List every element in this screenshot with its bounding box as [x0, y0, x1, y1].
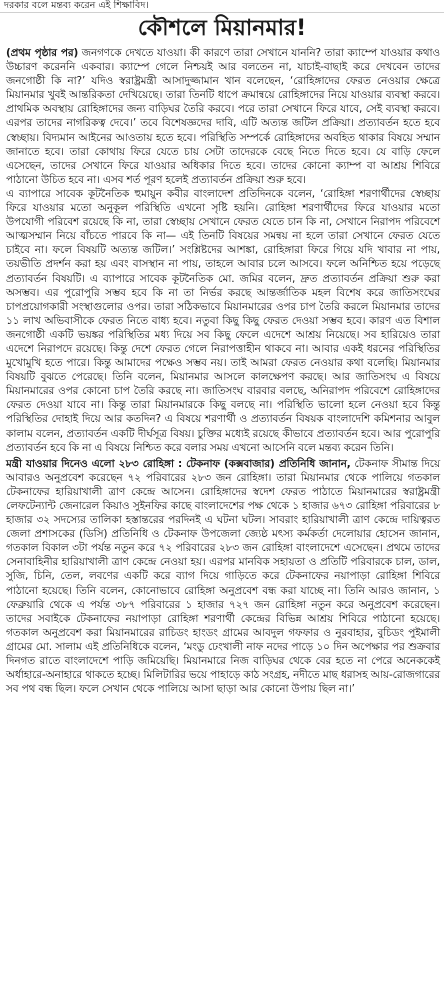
sub-story-text: টেকনাফ সীমান্ত দিয়ে আবারও অনুপ্রবেশ করেছেন ৭২ পরিবারের ২৮৩ জন রোহিঙ্গা। তারা মিয়ানমার থেকে পালিয়ে গতকাল টেকনাফের হারিয়াখালী ত্রাণ কেন্দ্রে আসেন। রোহিঙ্গাদের স্বদেশ ফেরত পাঠাতে মিয়ানমারের স্বরাষ্ট্রমন্ত্রী লেফটেন্যান্ট জেনারেল কিয়াও সুইনফির কাছে বাংলাদেশের পক্ষ থেকে ১ হাজার ৬৭৩ রোহিঙ্গা পরিবারের ৮ হাজার ৩২ সদস্যের তালিকা হস্তান্তরের পরদিনই এ ঘটনা ঘটল। সাবরাং হারিয়াখালী ত্রাণ কেন্দ্রে দায়িত্বরত জেলা প্রশাসকের (ডিসি) প্রতিনিধি ও টেকনাফ উপজেলা জ্যেষ্ঠ মৎস্য কর্মকর্তা দেলোয়ার হোসেন জানান, গতকাল বিকাল ৩টা পর্যন্ত নতুন করে ৭২ পরিবারের ২৮৩ জন রোহিঙ্গা বাংলাদেশে এসেছেন। প্রথমে তাদের সেনাবাহিনীর হারিয়াখালী ত্রাণ কেন্দ্রে নেওয়া হয়। এরপর মানবিক সহায়তা ও প্রতিটি পরিবারকে চাল, ডাল, সুজি, চিনি, তেল, লবণের একটি করে ব্যাগ দিয়ে গাড়িতে করে টেকনাফের নয়াপাড়া রোহিঙ্গা শিবিরে পাঠানো হয়েছে। তিনি বলেন, কোনোভাবে রোহিঙ্গা অনুপ্রবেশ বন্ধ করা যাচ্ছে না। তিনি আরও জানান, ১ ফেব্রুয়ারি থেকে এ পর্যন্ত ৩৮৭ পরিবারের ১ হাজার ৭২৭ জন রোহিঙ্গা নতুন করে অনুপ্রবেশ করেছেন। তাদের সবাইকে টেকনাফের নয়াপাড়া রোহিঙ্গা শরণার্থী কেন্দ্রের বিভিন্ন আশ্রয় শিবিরে পাঠানো হয়েছে। গতকাল অনুপ্রবেশ করা মিয়ানমারের রাচিডং হাংডং গ্রামের আবদুল গফফার ও নুরবাহার, বুচিডং পুইমালী গ্রামের মো. সালাম এই প্রতিনিধিকে বলেন, ‘মংডু ঢেংখালী নাফ নদের পাড়ে ১০ দিন অপেক্ষার পর শুক্রবার দিনগত রাতে বাংলাদেশে পাড়ি জমিয়েছি। মিয়ানমারে নিজ বাড়িঘর থেকে বের হতে না পেরে অনেককেই অর্ধাহারে-অনাহারে থাকতে হচ্ছে। মিলিটারির ভয়ে পাহাড়ে কাঠ সংগ্রহ, নদীতে মাছ ধরাসহ আয়-রোজগারের সব পথ বন্ধ ছিল। ফলে সেখান থেকে পালিয়ে আসা ছাড়া আর কোনো উপায় ছিল না।’ — [6, 457, 440, 696]
article-paragraph-1 — [6, 46, 440, 187]
continuation-label: (প্রথম পৃষ্ঠার পর) — [6, 47, 79, 59]
sub-story-heading: মন্ত্রী যাওয়ার দিনেও এলো ২৮৩ রোহিঙ্গা : টেকনাফ (কক্সবাজার) প্রতিনিধি জানান, — [6, 457, 351, 470]
previous-article-fragment: দরকার বলে মন্তব্য করেন এই শিক্ষাবিদ। — [0, 0, 444, 13]
sub-story-paragraph — [6, 457, 440, 697]
paragraph-1-text: জনগণকে দেখতে যাওয়া। কী কারণে তারা সেখানে যাননি? তারা ক্যাম্পে যাওয়ার কথাও উচ্চারণ করেননি একবার। ক্যাম্পে গেলে নিশ্চয়ই আর বলতেন না, যাচাই-বাছাই করে দেখবেন তাদের জনগোষ্ঠী কি না?’ যদিও স্বরাষ্ট্রমন্ত্রী আসাদুজ্জামান খান বলেছেন, ‘রোহিঙ্গাদের ফেরত নেওয়ার ক্ষেত্রে মিয়ানমার খুবই আন্তরিকতা দেখিয়েছে। তারা তিনটি ধাপে ক্রমান্বয়ে রোহিঙ্গাদের নিয়ে যাওয়ার ব্যবস্থা করবে। প্রাথমিক অবস্থায় রোহিঙ্গাদের জন্য বাড়িঘর তৈরি করবে। পরে তারা সেখানে ফিরে যাবে, সেই ব্যবস্থা করবে। এরপর তাদের নাগরিকত্ব দেবে।’ তবে বিশেষজ্ঞদের দাবি, এটি অত্যন্ত জটিল প্রক্রিয়া। প্রত্যাবর্তন হতে হবে স্বেচ্ছায়। বিদ্যমান আইনের আওতায় হতে হবে। পরিস্থিতি সম্পর্কে রোহিঙ্গাদের অবহিত থাকার বিষয়ে সম্মান জানাতে হবে। তারা কোথায় ফিরে যেতে চায় সেটা তাদেরকে বেছে নিতে দিতে হবে। যে বাড়ি ফেলে এসেছেন, তাদের সেখানে ফিরে যাওয়ার অধিকার দিতে হবে। তাদের কোনো ক্যাম্প বা আশ্রয় শিবিরে পাঠানো উচিত হবে না। এসব শর্ত পূরণ হলেই প্রত্যাবর্তন প্রক্রিয়া শুরু হবে। — [6, 47, 440, 186]
article-paragraph-2: এ ব্যাপারে সাবেক কূটনৈতিক হুমায়ুন কবীর বাংলাদেশ প্রতিদিনকে বলেন, ‘রোহিঙ্গা শরণার্থীদের স্বেচ্ছায় ফিরে যাওয়ার মতো অনুকূল পরিস্থিতি এখনো সৃষ্টি হয়নি। রোহিঙ্গা শরণার্থীদের ফিরে যাওয়ার মতো উপযোগী পরিবেশ রয়েছে কি না, তারা স্বেচ্ছায় সেখানে ফেরত যেতে চান কি না, সেখানে নিরাপদ পরিবেশে আত্মসম্মান নিয়ে বাঁচতে পারবে কি না— এই তিনটি বিষয়ের সমন্বয় না হলে তারা সেখানে ফেরত যেতে চাইবে না। ফলে বিষয়টি অত্যন্ত জটিল।’ সংশ্লিষ্টদের আশঙ্কা, রোহিঙ্গারা ফিরে গিয়ে যদি খাবার না পায়, তয়ভীতি প্রদর্শন করা হয় এবং বাসস্থান না পায়, তাহলে আবার চলে আসবে। ফলে অনিশ্চিত হয়ে পড়েছে প্রত্যাবর্তন বিষয়টি। এ ব্যাপারে সাবেক কূটনৈতিক মো. জমির বলেন, দ্রুত প্রত্যাবর্তন প্রক্রিয়া শুরু করা অসম্ভব। এর পুরোপুরি সম্ভব হবে কি না তা নির্ভর করছে আন্তর্জাতিক মহল বিশেষ করে জাতিসংঘের চাপপ্রয়োগকারী সংস্থাগুলোর ওপর। তারা সঠিকভাবে মিয়ানমারের ওপর চাপ তৈরি করলে মিয়ানমার তাদের ১১ লাখ অভিবাসীকে ফেরত নিতে বাধ্য হবে। নতুবা কিছু কিছু ফেরত দেওয়া সম্ভব হবে। কারণ এত বিশাল জনগোষ্ঠী একটি ভয়ঙ্কর পরিস্থিতির মধ্য দিয়ে সব কিছু ফেলে এদেশে আশ্রয় নিয়েছে। সব হারিয়েও তারা এদেশে নিরাপদে রয়েছে। কিন্তু দেশে ফেরত গেলে নিরাপত্তাহীন থাকবে না। আবার একই ধরনের পরিস্থিতির মুখোমুখি হতে পারে। কিন্তু আমাদের পক্ষেও সম্ভব নয়। তাই আমরা ফেরত নেওয়ার কথা বলেছি। মিয়ানমার বিষয়টি বুঝতে পেরেছে। তিনি বলেন, মিয়ানমার আসলে কালক্ষেপণ করছে। আর জাতিসংঘ এ বিষয়ে মিয়ানমারের ওপর কোনো চাপ তৈরি করছে না। জাতিসংঘ বারবার বলছে, অনিরাপদ পরিবেশে রোহিঙ্গাদের ফেরত দেওয়া যাবে না। কিন্তু তারা মিয়ানমারকে কিছু বলছে না। পরিস্থিতি ভালো হলে নেওয়া হবে কিন্তু পরিস্থিতির দোহাই দিয়ে আর কতদিন? এ বিষয়ে শরণার্থী ও প্রত্যাবর্তন বিষয়ক বাংলাদেশি কমিশনার আবুল কালাম বলেন, প্রত্যাবর্তন একটি দীর্ঘসূত্র বিষয়। চুক্তির মধ্যেই রয়েছে কীভাবে প্রত্যাবর্তন হবে। আর পুরোপুরি প্রত্যাবর্তন হবে কি না এ বিষয়ে নিশ্চিত করে বলার সময় এখনো আসেনি বলে মন্তব্য করেন তিনি। — [6, 187, 440, 454]
headline: কৌশলে মিয়ানমার! — [137, 16, 307, 41]
article-body — [0, 46, 444, 696]
sub-story — [6, 457, 440, 697]
